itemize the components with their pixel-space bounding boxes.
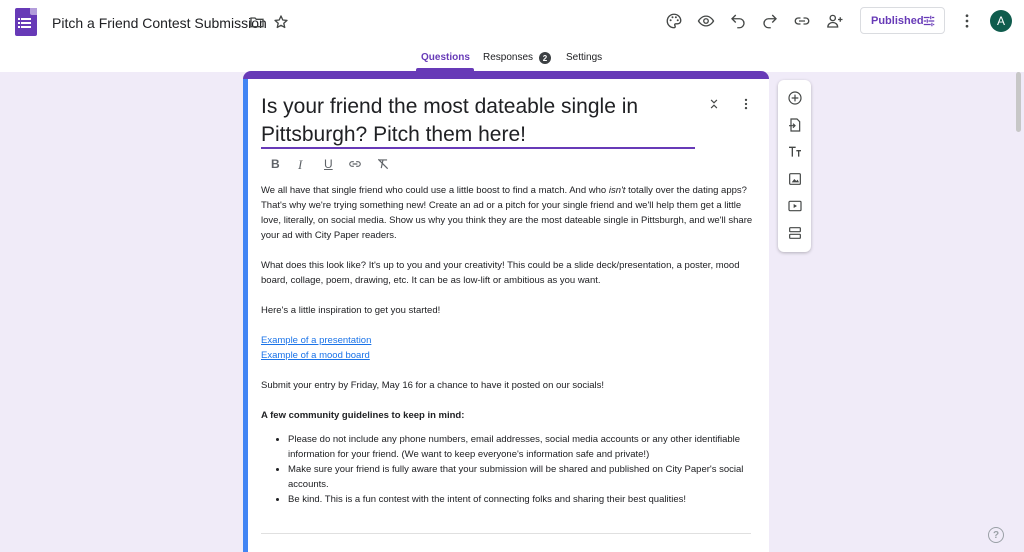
link-icon[interactable] (793, 12, 811, 30)
add-image-icon[interactable] (786, 170, 803, 187)
presentation-example-link[interactable]: Example of a presentation (261, 335, 372, 346)
avatar[interactable]: A (990, 10, 1012, 32)
description-paragraph: What does this look like? It's up to you and your creativity! This could be a slide deck/presentation, a poster, mood board, collage, poem, drawing, etc. It can be as low-lift or ambitious as you want. (261, 260, 740, 286)
person-add-icon[interactable] (826, 12, 844, 30)
star-icon[interactable] (273, 14, 289, 30)
responses-count-badge: 2 (539, 52, 551, 64)
guidelines-list (288, 432, 755, 507)
bold-button[interactable]: B (271, 157, 280, 171)
card-accent-bar (243, 71, 769, 79)
underline-button[interactable]: U (324, 157, 333, 171)
eye-icon[interactable] (697, 12, 715, 30)
redo-icon[interactable] (761, 12, 779, 30)
form-description[interactable] (261, 183, 755, 507)
example-links (261, 333, 755, 363)
mood-board-example-link[interactable]: Example of a mood board (261, 350, 370, 361)
guidelines-heading: A few community guidelines to keep in mind: (261, 410, 465, 421)
clear-format-icon[interactable] (376, 157, 390, 171)
more-vert-icon[interactable] (739, 97, 753, 111)
published-label: Published (871, 14, 924, 27)
published-button[interactable] (860, 7, 945, 34)
more-vert-icon[interactable] (958, 12, 976, 30)
add-video-icon[interactable] (786, 197, 803, 214)
tab-bar (0, 50, 1024, 72)
form-header-card[interactable] (243, 71, 769, 552)
italic-button[interactable]: I (298, 157, 303, 172)
tab-questions[interactable]: Questions (421, 52, 470, 63)
focus-indicator (243, 79, 248, 552)
scrollbar[interactable] (1016, 72, 1021, 132)
add-title-icon[interactable] (786, 143, 803, 160)
list-item: • Please do not include any phone numbers, email addresses, social media accounts or any other identifiable information for your friend. (We want to keep everyone's information safe and private!) (288, 432, 755, 462)
tab-responses[interactable]: Responses (483, 52, 534, 63)
document-title[interactable]: Pitch a Friend Contest Submission (52, 15, 267, 31)
palette-icon[interactable] (665, 12, 683, 30)
undo-icon[interactable] (729, 12, 747, 30)
collapse-icon[interactable] (707, 97, 721, 111)
divider (261, 533, 751, 534)
folder-icon[interactable] (249, 14, 265, 30)
description-paragraph: Here's a little inspiration to get you started! (261, 305, 441, 316)
help-icon[interactable]: ? (988, 527, 1004, 543)
tab-settings[interactable]: Settings (566, 52, 603, 63)
description-paragraph: Submit your entry by Friday, May 16 for a chance to have it posted on our socials! (261, 380, 605, 391)
list-item: • Make sure your friend is fully aware that your submission will be shared and published on City Paper's social accounts. (288, 462, 755, 492)
add-section-icon[interactable] (786, 224, 803, 241)
side-toolbar (778, 80, 811, 252)
form-title-input[interactable]: Is your friend the most dateable single in Pittsburgh? Pitch them here! (261, 95, 639, 146)
link-icon[interactable] (348, 157, 362, 171)
list-item: • Be kind. This is a fun contest with the intent of connecting folks and sharing their best qualities! (288, 492, 755, 507)
add-question-icon[interactable] (786, 89, 803, 106)
title-underline (261, 147, 695, 149)
tune-icon (922, 14, 936, 28)
top-bar (0, 0, 1024, 72)
import-questions-icon[interactable] (786, 116, 803, 133)
description-paragraph: We all have that single friend who could use a little boost to find a match. And who isn't totally over the dating apps? That's why we're trying something new! Create an ad or a pitch for your single friend and we'll help them get a little love, literally, on social media. Show us why you think they are the most dateable single in Pittsburgh, and we'll share your ad with City Paper readers. (261, 185, 753, 241)
forms-icon[interactable] (15, 8, 37, 36)
